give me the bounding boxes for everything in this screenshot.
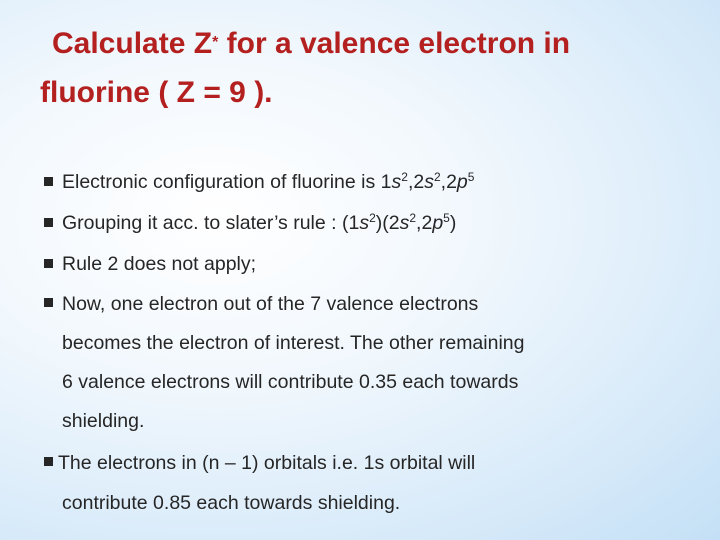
bullet-valence-electrons [44, 285, 694, 441]
bullet-line: becomes the electron of interest. The other remaining [62, 332, 525, 354]
bullet-rule-2 [44, 246, 694, 283]
bullet-line: contribute 0.85 each towards shielding. [62, 492, 401, 514]
bullet-square-icon [44, 457, 53, 466]
orbital-s: s [391, 171, 402, 193]
orbital-p: p [456, 171, 468, 193]
bullet-inner-orbitals [44, 443, 694, 523]
bullet-text: Electronic configuration of fluorine is 1 [62, 171, 392, 193]
bullet-text-end: ) [449, 212, 457, 234]
title-line-1 [40, 22, 700, 71]
bullet-grouping [44, 205, 694, 244]
superscript: 5 [467, 170, 475, 184]
orbital-s: s [359, 212, 370, 234]
title-text-b: for a valence electron in [218, 27, 571, 60]
bullet-square-icon [44, 177, 53, 186]
superscript: 2 [369, 211, 376, 225]
bullet-square-icon [44, 298, 53, 307]
title-text-a: Calculate Z [52, 27, 213, 60]
title-superscript: * [212, 34, 219, 51]
slide-title [40, 22, 700, 115]
orbital-s: s [399, 212, 410, 234]
bullet-line: The electrons in (n – 1) orbitals i.e. 1s orbital will [58, 452, 476, 474]
bullet-text: Rule 2 does not apply; [62, 253, 257, 275]
bullet-text-mid: ,2 [440, 171, 457, 193]
bullet-line: shielding. [62, 410, 145, 432]
bullet-text-mid: ,2 [407, 171, 425, 193]
title-line-2: fluorine ( Z = 9 ). [40, 76, 273, 109]
bullet-square-icon [44, 218, 53, 227]
orbital-s: s [424, 171, 434, 193]
bullet-square-icon [44, 259, 53, 268]
superscript: 5 [443, 211, 450, 225]
bullet-text: Grouping it acc. to slater’s rule : (1 [62, 212, 360, 234]
bullet-list [44, 164, 694, 523]
bullet-electronic-configuration [44, 164, 694, 203]
bullet-text-mid: )(2 [375, 212, 400, 234]
bullet-line: 6 valence electrons will contribute 0.35 each towards [62, 371, 519, 393]
bullet-line: Now, one electron out of the 7 valence electrons [62, 293, 479, 315]
superscript: 2 [401, 170, 408, 184]
orbital-p: p [432, 212, 444, 234]
bullet-text-mid: ,2 [416, 212, 433, 234]
superscript: 2 [433, 170, 441, 184]
superscript: 2 [409, 211, 417, 225]
